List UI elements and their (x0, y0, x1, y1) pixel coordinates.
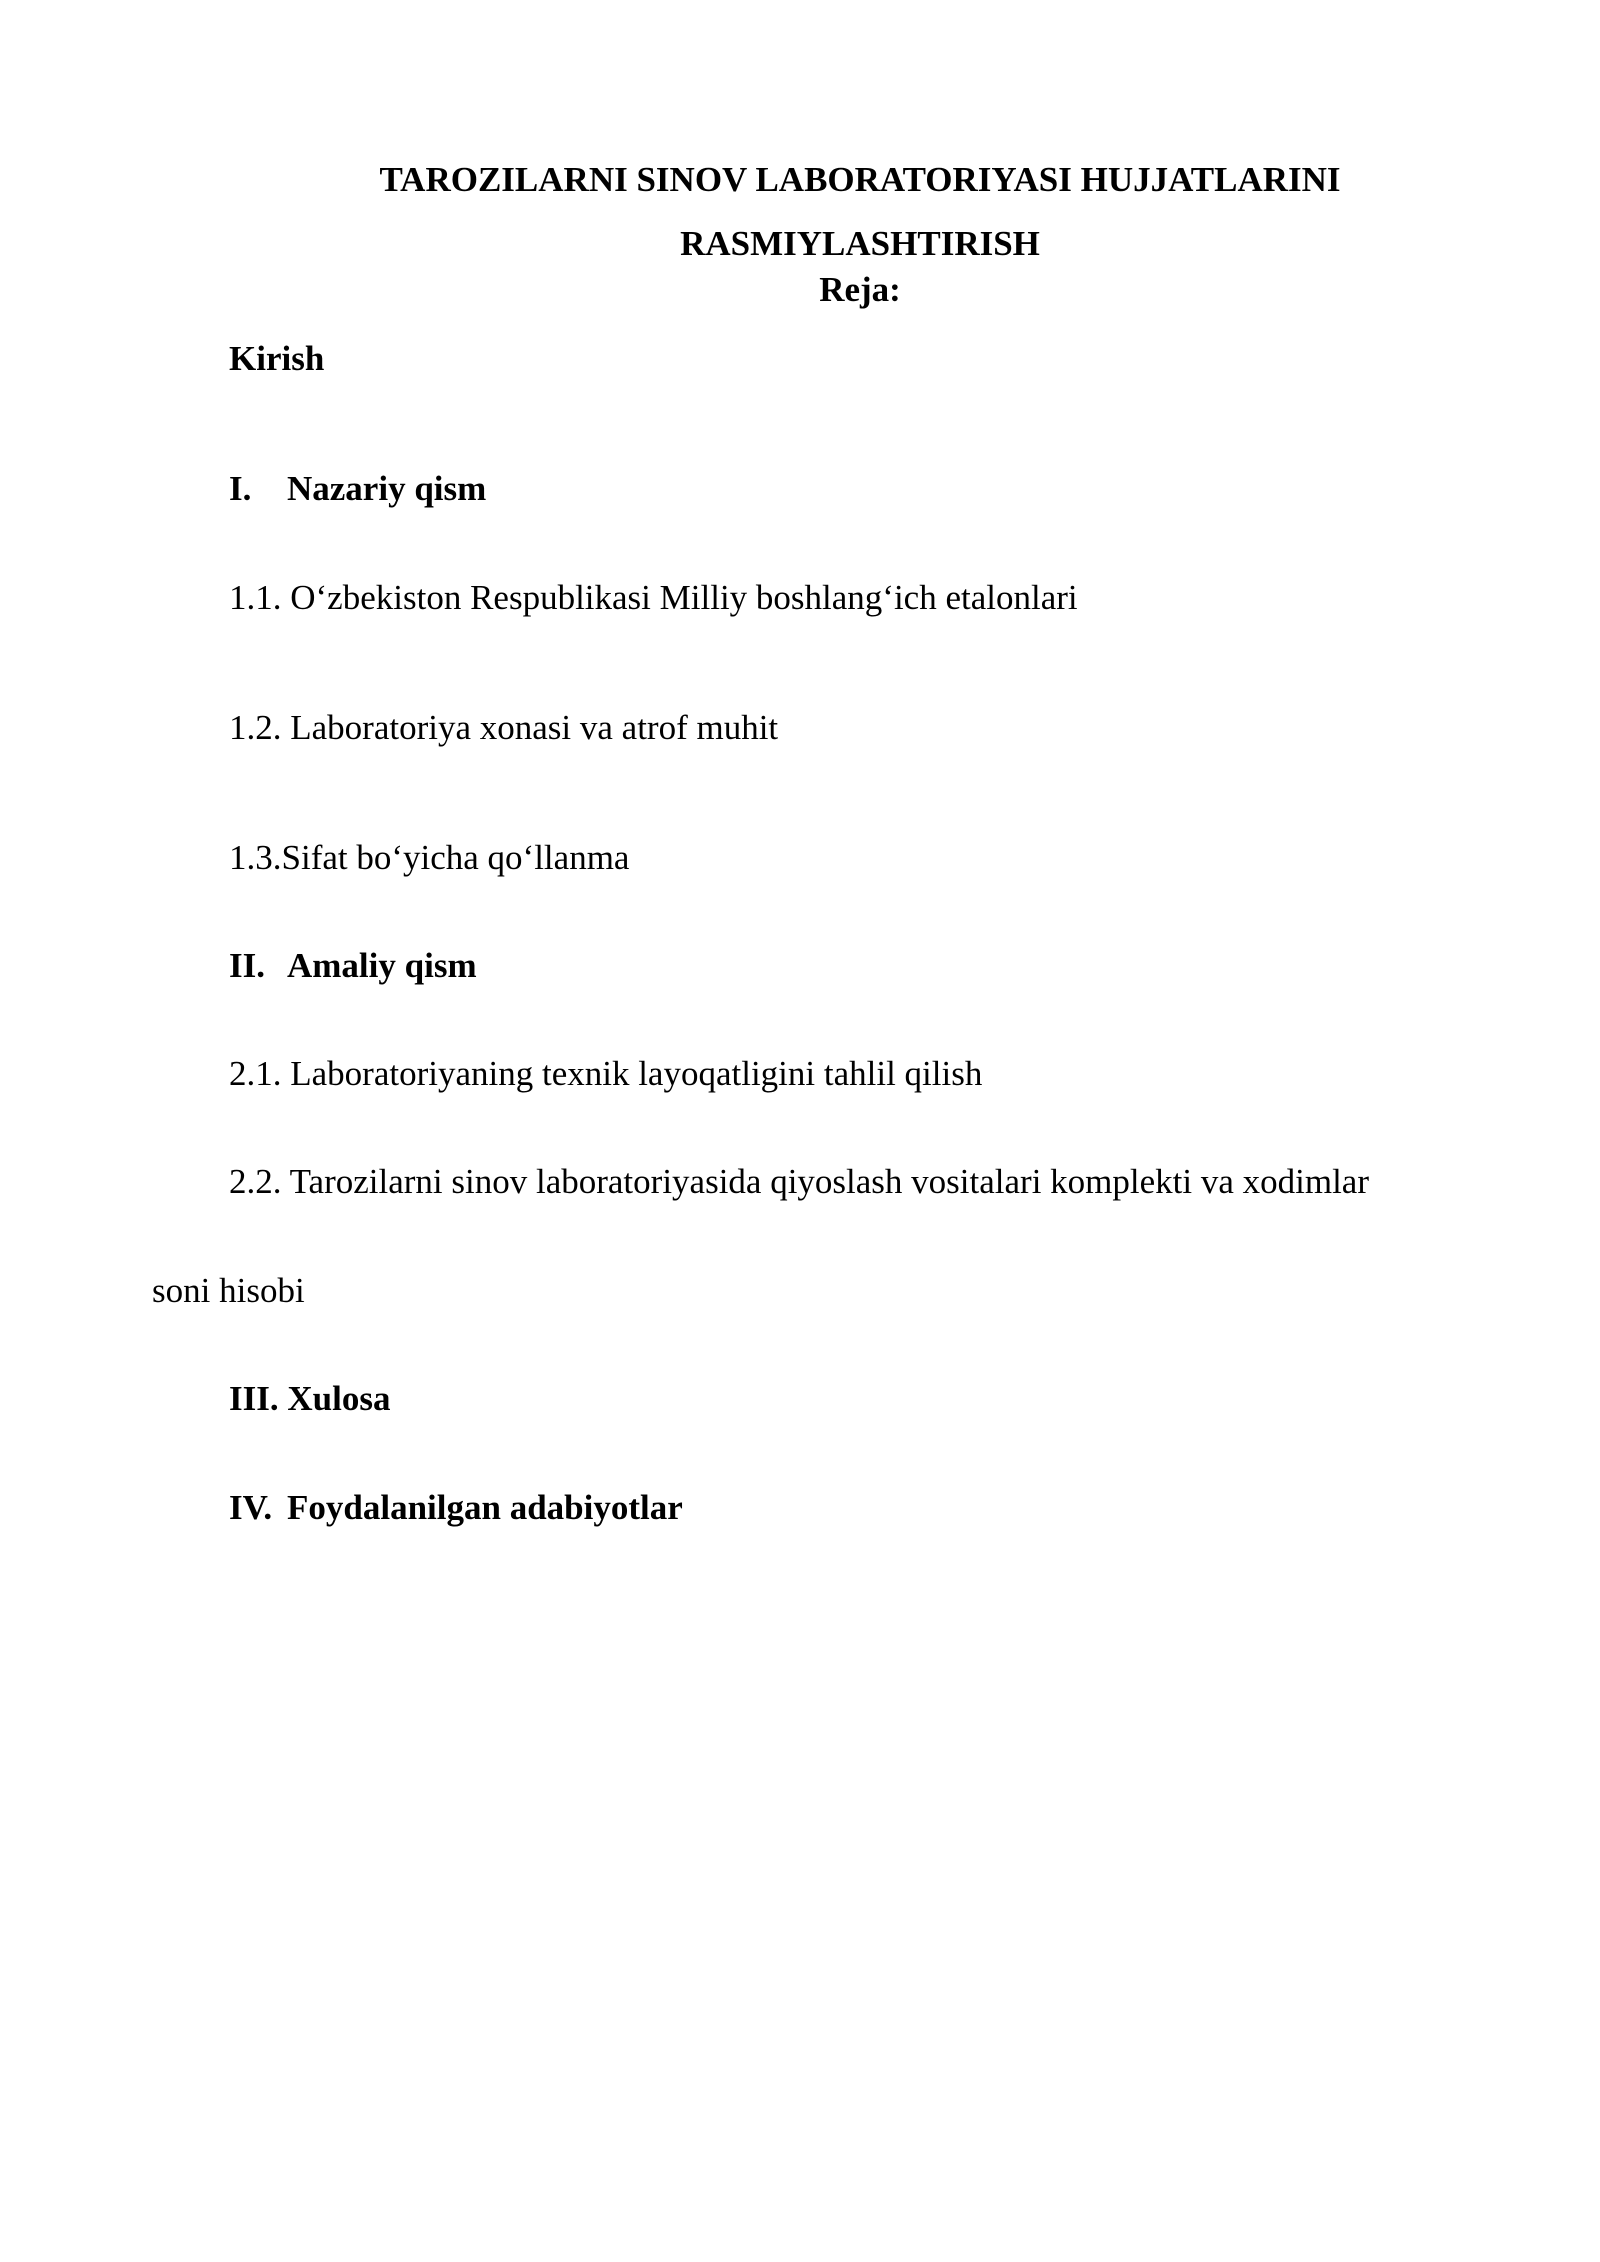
plan-heading: Reja: (819, 270, 901, 309)
section-1-heading (229, 465, 486, 513)
section-1-label: Nazariy qism (287, 469, 487, 508)
section-2-number: II. (229, 946, 265, 985)
section-2-item-continuation: soni hisobi (152, 1271, 305, 1310)
section-3-heading: III. Xulosa (229, 1379, 391, 1418)
section-4-heading (229, 1484, 683, 1532)
section-4-number: IV. (229, 1488, 273, 1527)
section-2-item: 2.2. Tarozilarni sinov laboratoriyasida qiyoslash vositalari komplekti va xodimlar (229, 1162, 1369, 1201)
section-1-item: 1.3.Sifat bo‘yicha qo‘llanma (229, 838, 630, 877)
section-1-item: 1.1. O‘zbekiston Respublikasi Milliy boshlang‘ich etalonlari (229, 578, 1078, 617)
section-1-item: 1.2. Laboratoriya xonasi va atrof muhit (229, 708, 779, 747)
section-2-item: 2.1. Laboratoriyaning texnik layoqatligini tahlil qilish (229, 1054, 983, 1093)
section-4-label: Foydalanilgan adabiyotlar (287, 1488, 683, 1527)
section-2-heading (229, 942, 477, 990)
intro-heading: Kirish (229, 339, 325, 378)
section-1-number: I. (229, 469, 252, 508)
section-2-label: Amaliy qism (287, 946, 477, 985)
document-title: TAROZILARNI SINOV LABORATORIYASI HUJJATLARINI RASMIYLASHTIRISH (379, 160, 1341, 263)
